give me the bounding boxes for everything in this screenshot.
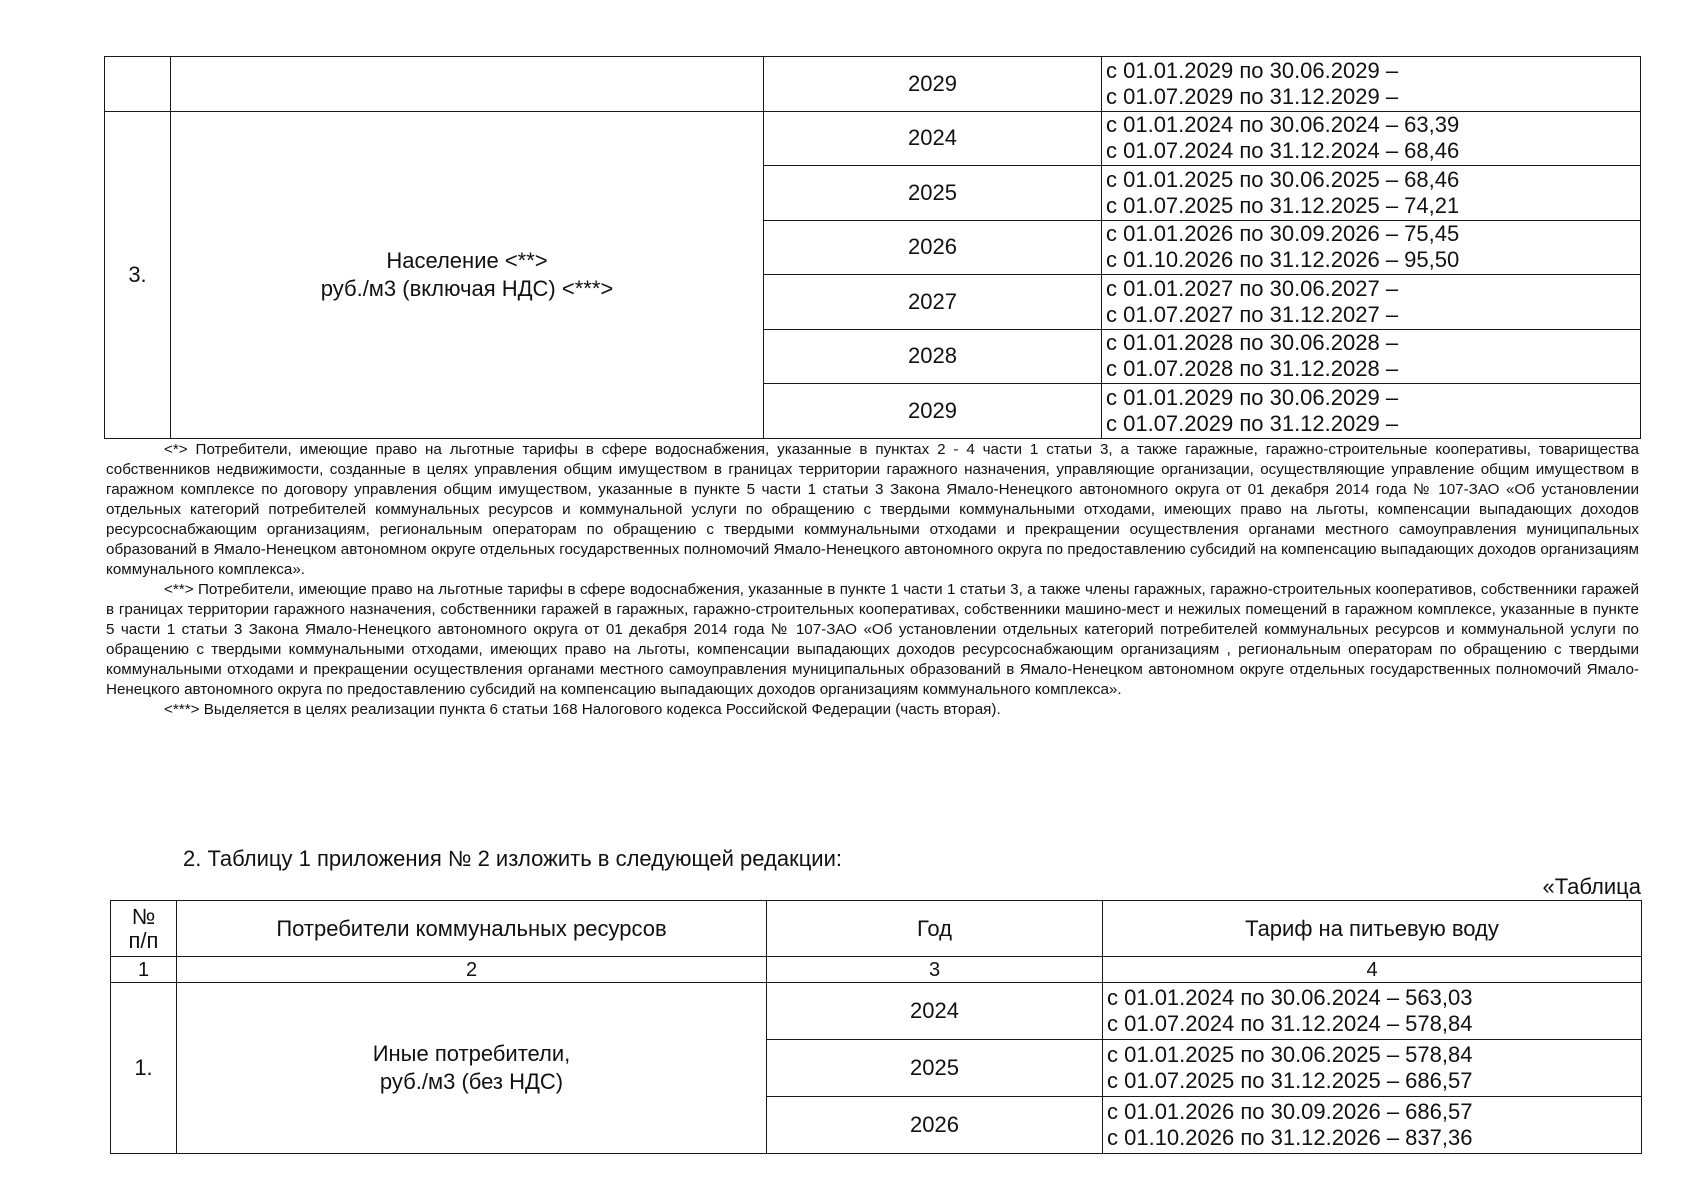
consumer-unit: руб./м3 (включая НДС) <***>: [320, 275, 614, 301]
table-header-row: [111, 901, 1642, 957]
consumer-unit: руб./м3 (без НДС): [379, 1069, 564, 1094]
tariff-line: с 01.01.2025 по 30.06.2025 – 68,46: [1106, 166, 1460, 192]
footnotes: [106, 440, 1639, 720]
tariff-cell: [1102, 220, 1641, 275]
footnote-1: <*> Потребители, имеющие право на льготные тарифы в сфере водоснабжения, указанные в пунктах 2 - 4 части 1 статьи 3, а также гаражные, гаражно-строительные кооперативы, товарищества собственников недвижимости, созданные в целях управления общим имуществом в границах территории гаражного назначения, управляющие организации, осуществляющие управление общим имуществом в гаражном комплексе по договору управления общим имуществом, указанные в пункте 5 части 1 статьи 3 Закона Ямало-Ненецкого автономного округа от 01 декабря 2014 года № 107-ЗАО «Об установлении отдельных категорий потребителей коммунальных ресурсов и коммунальной услуги по обращению с твердыми коммунальными отходами, имеющих право на льготы, компенсации выпадающих доходов ресурсоснабжающим организациям, региональным операторам по обращению с твердыми коммунальными отходами и прекращении осуществления органами местного самоуправления муниципальных образований в Ямало-Ненецком автономном округе отдельных государственных полномочий Ямало-Ненецкого автономного округа по предоставлению субсидий на компенсацию выпадающих доходов организациям коммунального комплекса».: [106, 441, 1639, 578]
tariff-cell: [1102, 57, 1641, 112]
tariff-line: с 01.07.2025 по 31.12.2025 – 74,21: [1106, 192, 1460, 218]
year-cell: 2029: [764, 384, 1102, 439]
tariff-cell: [1102, 275, 1641, 330]
tariff-line: с 01.01.2024 по 30.06.2024 – 563,03: [1107, 985, 1473, 1010]
tariff-table-population: [104, 56, 1641, 439]
year-cell: 2028: [764, 329, 1102, 384]
year-cell: 2025: [767, 1040, 1103, 1097]
tariff-line: с 01.01.2027 по 30.06.2027 –: [1106, 275, 1399, 301]
header-num-line: №: [131, 903, 156, 929]
table-row: [111, 983, 1642, 1040]
header-consumers: Потребители коммунальных ресурсов: [177, 901, 767, 957]
header-year: Год: [767, 901, 1103, 957]
consumer-cell: [177, 983, 767, 1154]
consumer-cell: [171, 57, 764, 112]
tariff-line: с 01.01.2026 по 30.09.2026 – 686,57: [1107, 1099, 1473, 1124]
tariff-line: с 01.07.2028 по 31.12.2028 –: [1106, 356, 1399, 382]
header-tariff: Тариф на питьевую воду: [1103, 901, 1642, 957]
tariff-line: с 01.01.2029 по 30.06.2029 –: [1106, 57, 1399, 83]
header-num-line: п/п: [128, 927, 159, 953]
year-cell: 2026: [764, 220, 1102, 275]
tariff-line: с 01.10.2026 по 31.12.2026 – 837,36: [1107, 1125, 1473, 1150]
tariff-cell: [1103, 983, 1642, 1040]
year-cell: 2024: [764, 111, 1102, 166]
tariff-table-drinking-water: [110, 900, 1642, 1154]
tariff-line: с 01.01.2028 по 30.06.2028 –: [1106, 330, 1399, 356]
footnote-2: <**> Потребители, имеющие право на льготные тарифы в сфере водоснабжения, указанные в пункте 1 части 1 статьи 3, а также члены гаражных, гаражно-строительных кооперативов, собственники гаражей в границах территории гаражного назначения, собственники гаражей в гаражных, гаражно-строительных кооперативах, собственники машино-мест и нежилых помещений в гаражном комплексе, указанные в пункте 5 части 1 статьи 3 Закона Ямало-Ненецкого автономного округа от 01 декабря 2014 года № 107-ЗАО «Об установлении отдельных категорий потребителей коммунальных ресурсов и коммунальной услуги по обращению с твердыми коммунальными отходами, имеющих право на льготы, компенсации выпадающих доходов ресурсоснабжающим организациям , региональным операторам по обращению с твердыми коммунальными отходами и прекращении осуществления органами местного самоуправления муниципальных образований в Ямало-Ненецком автономном округе отдельных государственных полномочий Ямало-Ненецкого автономного округа по предоставлению субсидий на компенсацию выпадающих доходов организациям коммунального комплекса».: [106, 581, 1639, 698]
year-cell: 2025: [764, 166, 1102, 221]
footnote-3: <***> Выделяется в целях реализации пункта 6 статьи 168 Налогового кодекса Российской Федерации (часть вторая).: [164, 701, 1001, 718]
tariff-line: с 01.07.2029 по 31.12.2029 –: [1106, 410, 1399, 436]
tariff-cell: [1102, 166, 1641, 221]
index-cell: 2: [177, 957, 767, 983]
tariff-cell: [1102, 111, 1641, 166]
tariff-line: с 01.01.2029 по 30.06.2029 –: [1106, 384, 1399, 410]
tariff-cell: [1102, 384, 1641, 439]
consumer-name: Население <**>: [386, 247, 548, 273]
tariff-line: с 01.01.2025 по 30.06.2025 – 578,84: [1107, 1042, 1473, 1067]
row-number-cell: [105, 57, 171, 112]
tariff-cell: [1103, 1097, 1642, 1154]
table-index-row: [111, 957, 1642, 983]
consumer-cell: [171, 111, 764, 438]
year-cell: 2026: [767, 1097, 1103, 1154]
tariff-cell: [1102, 329, 1641, 384]
tariff-line: с 01.07.2024 по 31.12.2024 – 578,84: [1107, 1011, 1473, 1036]
tariff-line: с 01.07.2029 по 31.12.2029 –: [1106, 83, 1399, 109]
tariff-line: с 01.07.2025 по 31.12.2025 – 686,57: [1107, 1068, 1473, 1093]
row-number-cell: 1.: [111, 983, 177, 1154]
table-label: «Таблица: [1542, 874, 1641, 899]
tariff-cell: [1103, 1040, 1642, 1097]
year-cell: 2027: [764, 275, 1102, 330]
table-row: [105, 111, 1641, 166]
table-row: [105, 57, 1641, 112]
consumer-name: Иные потребители,: [372, 1041, 571, 1066]
index-cell: 1: [111, 957, 177, 983]
index-cell: 4: [1103, 957, 1642, 983]
year-cell: 2024: [767, 983, 1103, 1040]
tariff-line: с 01.07.2027 по 31.12.2027 –: [1106, 301, 1399, 327]
tariff-line: с 01.01.2024 по 30.06.2024 – 63,39: [1106, 112, 1460, 138]
row-number-cell: 3.: [105, 111, 171, 438]
tariff-line: с 01.01.2026 по 30.09.2026 – 75,45: [1106, 221, 1460, 247]
year-cell: 2029: [764, 57, 1102, 112]
header-num: [111, 901, 177, 957]
tariff-line: с 01.07.2024 по 31.12.2024 – 68,46: [1106, 138, 1460, 164]
index-cell: 3: [767, 957, 1103, 983]
section-heading: 2. Таблицу 1 приложения № 2 изложить в следующей редакции:: [183, 846, 842, 871]
tariff-line: с 01.10.2026 по 31.12.2026 – 95,50: [1106, 247, 1460, 273]
